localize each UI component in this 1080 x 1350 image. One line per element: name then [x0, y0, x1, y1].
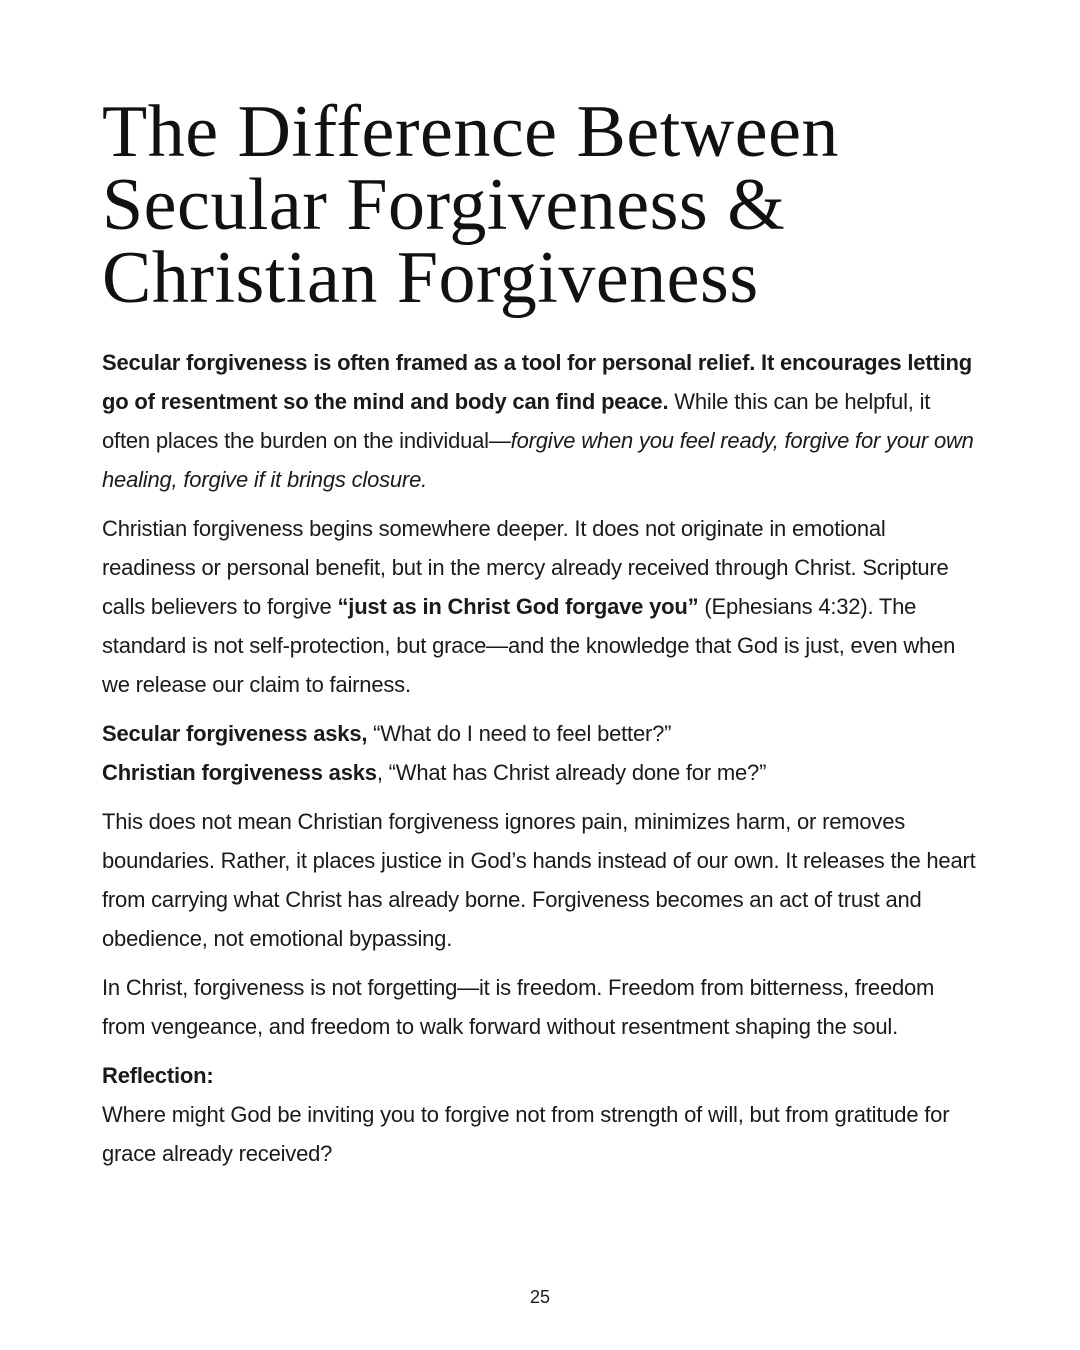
title-line-1: The Difference Between: [102, 91, 839, 173]
comparison-block: [102, 714, 980, 792]
reflection-text: Where might God be inviting you to forgive not from strength of will, but from gratitude for grace already received?: [102, 1102, 950, 1166]
christian-question: , “What has Christ already done for me?”: [376, 760, 767, 785]
page-title: [102, 91, 980, 319]
page-content: [102, 91, 980, 1173]
paragraph-1-italic: forgive when you feel ready, forgive for your own healing, forgive if it brings closure.: [102, 428, 974, 492]
paragraph-boundaries: This does not mean Christian forgiveness ignores pain, minimizes harm, or removes boundaries. Rather, it places justice in God’s hands instead of our own. It releases the heart from carrying what Christ has already borne. Forgiveness becomes an act of trust and obedience, not emotional bypassing.: [102, 809, 976, 951]
paragraph-1-text: While this can be helpful, it often places the burden on the individual—: [102, 389, 931, 453]
christian-label: Christian forgiveness asks: [102, 760, 377, 785]
paragraph-secular-forgiveness: [102, 343, 980, 499]
secular-question: “What do I need to feel better?”: [367, 721, 672, 746]
paragraph-1-bold: Secular forgiveness is often framed as a tool for personal relief. It encourages letting go of resentment so the mind and body can find peace.: [102, 350, 972, 414]
page-number: 25: [529, 1287, 551, 1307]
scripture-quote: “just as in Christ God forgave you”: [337, 594, 699, 619]
secular-question-line: [102, 714, 980, 753]
paragraph-freedom: In Christ, forgiveness is not forgetting—it is freedom. Freedom from bitterness, freedom from vengeance, and freedom to walk forward without resentment shaping the soul.: [102, 975, 935, 1039]
reflection-label: Reflection:: [102, 1063, 214, 1088]
title-line-2: Secular Forgiveness &: [102, 164, 786, 246]
paragraph-christian-forgiveness: [102, 509, 980, 704]
secular-label: Secular forgiveness asks,: [102, 721, 368, 746]
paragraph-2-text-1: Christian forgiveness begins somewhere deeper. It does not originate in emotional readiness or personal benefit, but in the mercy already received through Christ. Scripture calls believers to forgive: [102, 516, 949, 619]
christian-question-line: [102, 753, 980, 792]
title-line-3: Christian Forgiveness: [102, 237, 759, 319]
paragraph-2-text-2: (Ephesians 4:32). The standard is not self-protection, but grace—and the knowledge that God is just, even when we release our claim to fairness.: [102, 594, 956, 697]
reflection-block: [102, 1056, 980, 1173]
